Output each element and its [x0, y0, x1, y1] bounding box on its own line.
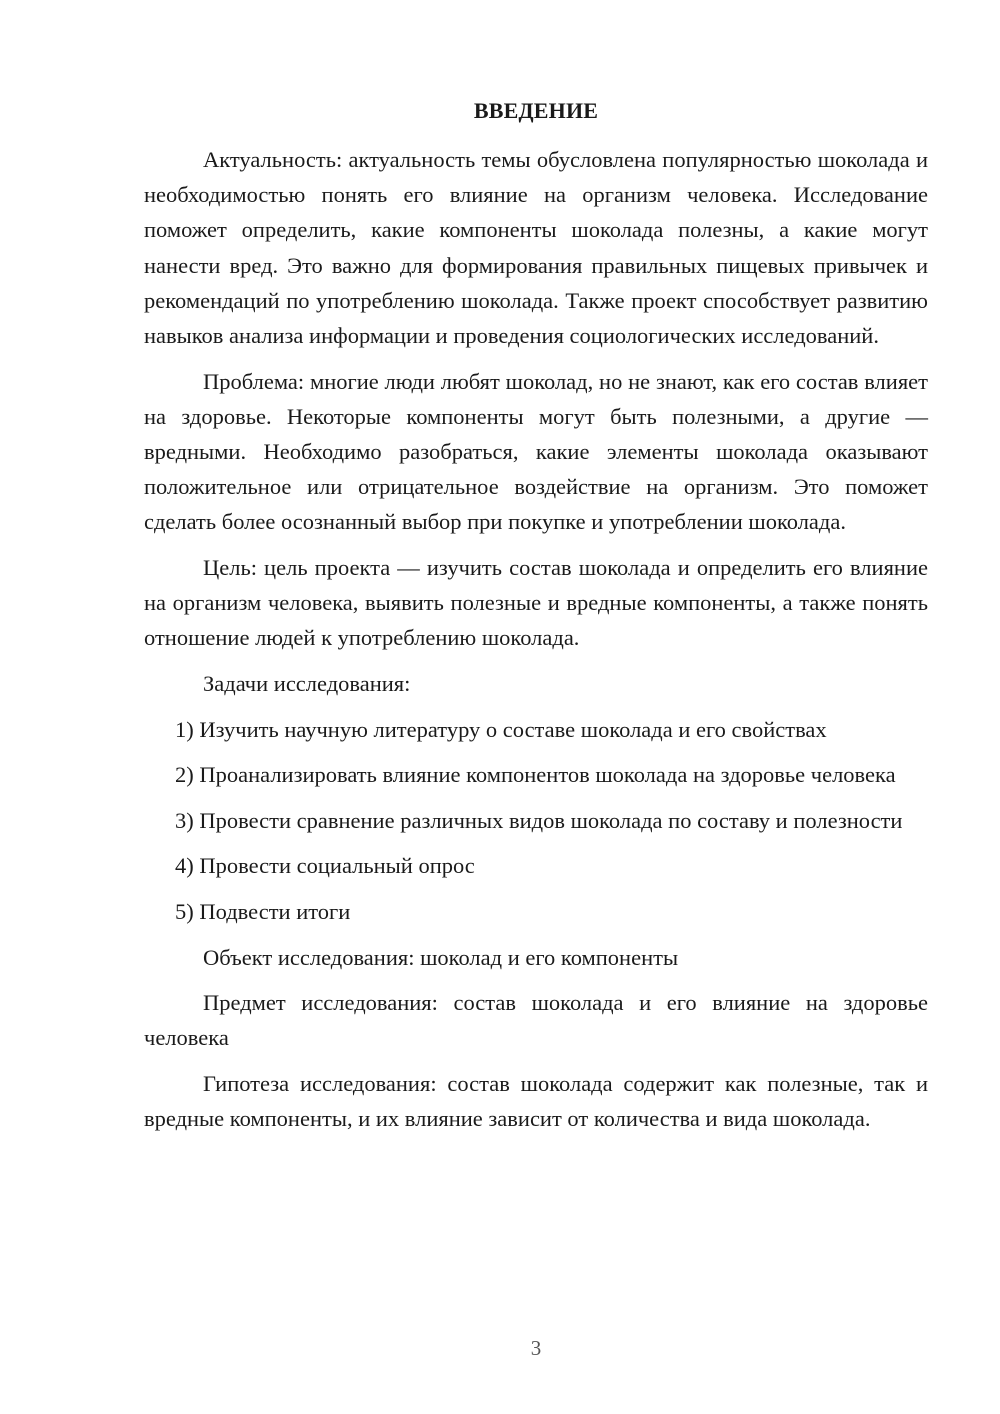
- document-page: [144, 0, 928, 1414]
- task-item: 5) Подвести итоги: [175, 898, 351, 924]
- relevance-paragraph: Актуальность: актуальность темы обусловлена популярностью шоколада и необходимостью понять его влияние на организм человека. Исследование поможет определить, какие компоненты шоколада полезны, а какие могут нанести вред. Это важно для формирования правильных пищевых привычек и рекомендаций по употреблению шоколада. Также проект способствует развитию навыков анализа информации и проведения социологических исследований.: [144, 147, 928, 349]
- section-title: ВВЕДЕНИЕ: [473, 98, 599, 123]
- task-item: 1) Изучить научную литературу о составе шоколада и его свойствах: [175, 716, 827, 742]
- task-item: 4) Провести социальный опрос: [175, 853, 475, 879]
- tasks-heading: Задачи исследования:: [203, 671, 411, 697]
- goal-paragraph: Цель: цель проекта — изучить состав шоколада и определить его влияние на организм человека, выявить полезные и вредные компоненты, а также понять отношение людей к употреблению шоколада.: [144, 555, 928, 651]
- problem-paragraph: Проблема: многие люди любят шоколад, но не знают, как его состав влияет на здоровье. Некоторые компоненты могут быть полезными, а другие — вредными. Необходимо разобраться, какие элементы шоколада оказывают положительное или отрицательное воздействие на организм. Это поможет сделать более осознанный выбор при покупке и употреблении шоколада.: [144, 368, 928, 535]
- document-body: [144, 142, 928, 1147]
- task-item: 3) Провести сравнение различных видов шоколада по составу и полезности: [175, 807, 903, 833]
- page-number: 3: [530, 1336, 542, 1360]
- research-object-paragraph: Объект исследования: шоколад и его компоненты: [203, 944, 679, 970]
- task-item: 2) Проанализировать влияние компонентов шоколада на здоровье человека: [175, 762, 896, 788]
- hypothesis-paragraph: Гипотеза исследования: состав шоколада содержит как полезные, так и вредные компоненты, и их влияние зависит от количества и вида шоколада.: [144, 1070, 928, 1132]
- research-subject-paragraph: Предмет исследования: состав шоколада и его влияние на здоровье человека: [144, 990, 928, 1051]
